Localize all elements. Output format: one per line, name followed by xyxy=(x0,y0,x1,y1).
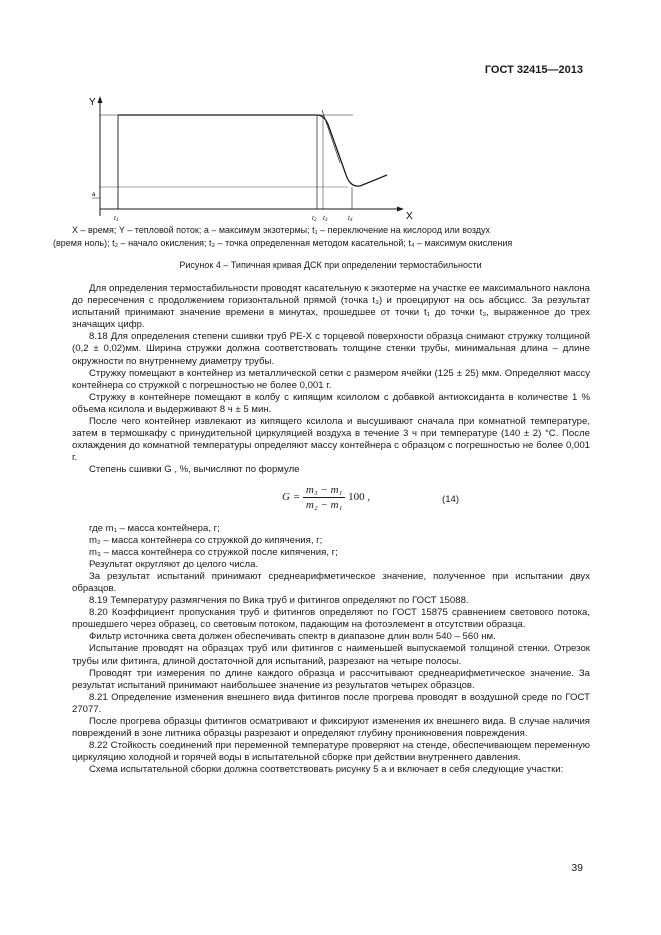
paragraph: Испытание проводят на образцах труб или фитингов с наименьшей выпускаемой толщиной стенки. Отрезок трубы или фитинга, длиной достаточной для испытаний, разрезают на четыре полосы. xyxy=(72,643,590,667)
paragraph: Схема испытательной сборки должна соответствовать рисунку 5 а и включает в себя следующие участки: xyxy=(89,764,564,776)
where-line: где m₁ – масса контейнера, г; xyxy=(89,522,220,534)
paragraph: 8.21 Определение изменения внешнего вида фитингов после прогрева проводят в воздушной среде по ГОСТ 27077. xyxy=(72,691,590,715)
paragraph: После прогрева образцы фитингов осматривают и фиксируют изменения их внешнего вида. В случае наличия повреждений в зоне литника образцы разрезают и определяют глубину проникновения повреждения. xyxy=(72,716,590,740)
formula-denominator: m₂ − m₁ xyxy=(305,498,343,511)
dsc-curve xyxy=(118,115,387,186)
page-number: 39 xyxy=(571,862,583,874)
figure-caption: Рисунок 4 – Типичная кривая ДСК при определении термостабильности xyxy=(179,260,482,270)
formula-numerator: m₃ − m₁ xyxy=(303,484,345,498)
paragraph: 8.20 Коэффициент пропускания труб и фитингов определяют по ГОСТ 15875 сравнением светового потока, прошедшего через образец, со световым потоком, падающим на фотоэлемент в отсутствии образца. xyxy=(72,607,590,631)
formula-fraction xyxy=(303,484,345,511)
paragraph: 8.18 Для определения степени сшивки труб PE-X с торцевой поверхности образца снимают стружку толщиной (0,2 ± 0,02)мм. Ширина стружки должна соответствовать толщине стенки трубы, минимальная длина – длине окружности по внутреннему диаметру трубы. xyxy=(72,331,590,367)
t2-label: t2 xyxy=(312,214,317,222)
x-axis-arrow xyxy=(397,207,404,212)
paragraph: Стружку в контейнере помещают в колбу с кипящим ксилолом с добавкой антиоксиданта в количестве 1 % объема ксилола и выдерживают 8 ч ± 5 мин. xyxy=(72,391,590,415)
formula-lhs: G = xyxy=(282,490,301,503)
x-axis-label: X xyxy=(406,211,413,222)
paragraph: 8.22 Стойкость соединений при переменной температуре проверяют на стенде, обеспечивающем переменную циркуляцию холодной и горячей воды в испытательной сборке при действии внутреннего давления. xyxy=(72,740,590,764)
legend-line-2: (время ноль); t₂ – начало окисления; t₃ – точка определенная методом касательной; t₄ – максимум окисления xyxy=(53,238,513,248)
paragraph: 8.19 Температуру размягчения по Вика труб и фитингов определяют по ГОСТ 15088. xyxy=(89,595,469,607)
t3-label: t3 xyxy=(323,214,328,222)
paragraph: Для определения термостабильности проводят касательную к экзотерме на участке ее максимального наклона до пересечения с продолжением горизонтальной прямой (точка t₃) и проецируют на ось абсцисс. За результат испытаний принимают значение времени в минутах, прошедшее от точки t₁ до точки t₃, выраженное до трех значащих цифр. xyxy=(72,283,590,331)
t1-label: t1 xyxy=(114,214,119,222)
paragraph: После чего контейнер извлекают из кипящего ксилола и высушивают сначала при комнатной температуре, затем в термошкафу с принудительной циркуляцией воздуха в течение 3 ч при температуре (140 ± 2) °С. После охлаждения до комнатной температуры определяют массу контейнера с образцом с погрешностью не более 0,001 г. xyxy=(72,416,590,464)
a-label: a xyxy=(92,192,96,198)
formula-number: (14) xyxy=(442,493,460,505)
y-axis-arrow xyxy=(98,96,103,103)
formula-factor: 100 , xyxy=(348,490,371,503)
paragraph: Фильтр источника света должен обеспечивать спектр в диапазоне длин волн 540 – 560 нм. xyxy=(89,631,496,643)
y-axis-label: Y xyxy=(89,97,96,108)
dsc-curve-figure xyxy=(86,94,416,222)
t4-label: t4 xyxy=(348,214,353,222)
where-line: m₃ – масса контейнера со стружкой после кипячения, г; xyxy=(89,546,338,558)
figure-legend xyxy=(53,224,602,250)
paragraph: Стружку помещают в контейнер из металлической сетки с размером ячейки (125 ± 25) мкм. Определяют массу контейнера со стружкой с погрешностью не более 0,001 г. xyxy=(72,367,590,391)
where-line: m₂ – масса контейнера со стружкой до кипячения, г; xyxy=(89,534,323,546)
legend-line-1: X – время; Y – тепловой поток; a – максимум экзотермы; t₁ – переключение на кислород или воздух xyxy=(72,225,491,235)
tangent-line xyxy=(322,110,340,163)
paragraph: Проводят три измерения по длине каждого образца и рассчитывают среднеарифметическое значение. За результат испытаний принимают наибольшее значение из результатов четырех образцов. xyxy=(72,667,590,691)
formula-expression xyxy=(282,484,370,511)
formula-14 xyxy=(72,480,590,520)
paragraph: Степень сшивки G , %, вычисляют по формуле xyxy=(89,464,300,476)
document-body xyxy=(72,283,590,776)
paragraph: За результат испытаний принимают среднеарифметическое значение, полученное при испытании двух образцов. xyxy=(72,570,590,594)
where-line: Результат округляют до целого числа. xyxy=(89,558,259,570)
standard-number: ГОСТ 32415—2013 xyxy=(484,64,583,76)
